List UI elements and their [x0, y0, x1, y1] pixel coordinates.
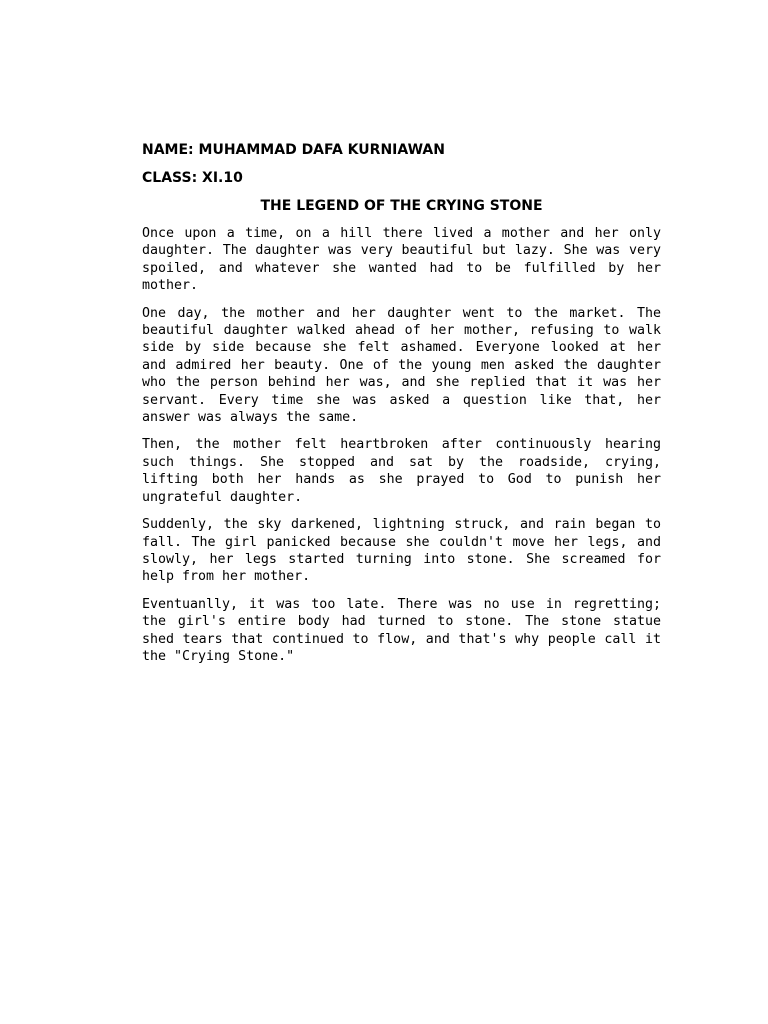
document-page — [142, 142, 661, 675]
document-title: THE LEGEND OF THE CRYING STONE — [260, 198, 543, 214]
story-paragraph-2: One day, the mother and her daughter went to the market. The beautiful daughter walked ahead of her mother, refusing to walk side by side because she felt ashamed. Everyone looked at her and admired her beauty. One of the young men asked the daughter who the person behind her was, and she replied that it was her servant. Every time she was asked a question like that, her answer was always the same. — [142, 305, 661, 426]
story-paragraph-4: Suddenly, the sky darkened, lightning struck, and rain began to fall. The girl panicked because she couldn't move her legs, and slowly, her legs started turning into stone. She screamed for help from her mother. — [142, 517, 661, 585]
student-name: NAME: MUHAMMAD DAFA KURNIAWAN — [142, 142, 445, 158]
story-paragraph-1: Once upon a time, on a hill there lived a mother and her only daughter. The daughter was very beautiful but lazy. She was very spoiled, and whatever she wanted had to be fulfilled by her mother. — [142, 226, 661, 294]
student-class: CLASS: XI.10 — [142, 170, 243, 186]
story-paragraph-5: Eventuanlly, it was too late. There was no use in regretting; the girl's entire body had turned to stone. The stone statue shed tears that continued to flow, and that's why people call it the "Crying Stone." — [142, 596, 661, 664]
story-paragraph-3: Then, the mother felt heartbroken after continuously hearing such things. She stopped and sat by the roadside, crying, lifting both her hands as she prayed to God to punish her ungrateful daughter. — [142, 437, 661, 505]
